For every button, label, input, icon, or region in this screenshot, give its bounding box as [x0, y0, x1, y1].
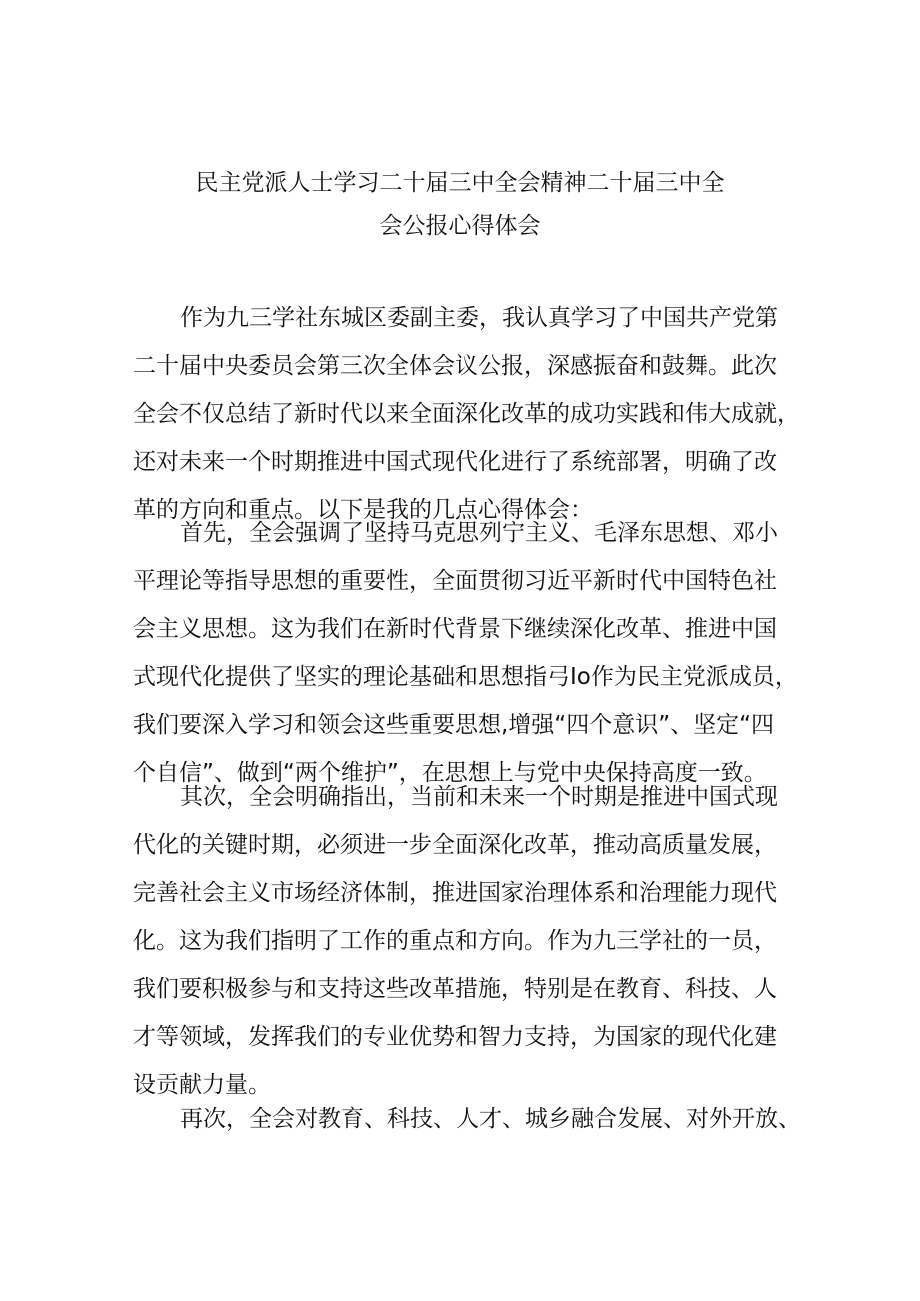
- paragraph-line: 个自信”、做到“两个维护”，在思想上与党中央保持高度一致。: [133, 760, 767, 786]
- paragraph-first-point: [133, 509, 798, 797]
- paragraph-line: 代化的关键时期，必须进一步全面深化改革，推动高质量发展，: [133, 832, 777, 858]
- paragraph-line: 完善社会主义市场经济体制，推进国家治理体系和治理能力现代: [133, 880, 777, 906]
- paragraph-line: 作为九三学社东城区委副主委，我认真学习了中国共产党第: [180, 305, 778, 331]
- paragraph-line: 全会不仅总结了新时代以来全面深化改革的成功实践和伟大成就，: [133, 401, 800, 427]
- paragraph-line: 首先，全会强调了坚持马克思列宁主义、毛泽东思想、邓小: [180, 520, 778, 546]
- paragraph-line: 其次，全会明确指出，当前和未来一个时期是推进中国式现: [180, 784, 778, 810]
- paragraph-line: 再次，全会对教育、科技、人才、城乡融合发展、对外开放、: [180, 1106, 801, 1132]
- paragraph-line: 革的方向和重点。以下是我的几点心得体会：: [133, 497, 593, 523]
- paragraph-line: 我们要积极参与和支持这些改革措施，特别是在教育、科技、人: [133, 976, 777, 1002]
- paragraph-line: 式现代化提供了坚实的理论基础和思想指弓Io作为民主党派成员，: [133, 664, 798, 690]
- paragraph-line: 化。这为我们指明了工作的重点和方向。作为九三学社的一员，: [133, 928, 777, 954]
- paragraph-second-point: [133, 773, 793, 1109]
- paragraph-line: 二十届中央委员会第三次全体会议公报，深感振奋和鼓舞。此次: [133, 353, 777, 379]
- document-title-line-2: 会公报心得体会: [379, 213, 541, 239]
- paragraph-line: 我们要深入学习和领会这些重要思想,增强“四个意识”、坚定“四: [133, 712, 775, 738]
- paragraph-third-point: [133, 1095, 801, 1143]
- paragraph-intro: [133, 294, 800, 534]
- paragraph-line: 还对未来一个时期推进中国式现代化进行了系统部署，明确了改: [133, 449, 777, 475]
- paragraph-line: 平理论等指导思想的重要性，全面贯彻习近平新时代中国特色社: [133, 568, 777, 594]
- paragraph-line: 设贡献力量。: [133, 1072, 271, 1098]
- paragraph-line: 才等领域，发挥我们的专业优势和智力支持，为国家的现代化建: [133, 1024, 777, 1050]
- paragraph-line: 会主义思想。这为我们在新时代背景下继续深化改革、推进中国: [133, 616, 777, 642]
- document-title-line-1: 民主党派人士学习二十届三中全会精神二十届三中全: [195, 170, 725, 196]
